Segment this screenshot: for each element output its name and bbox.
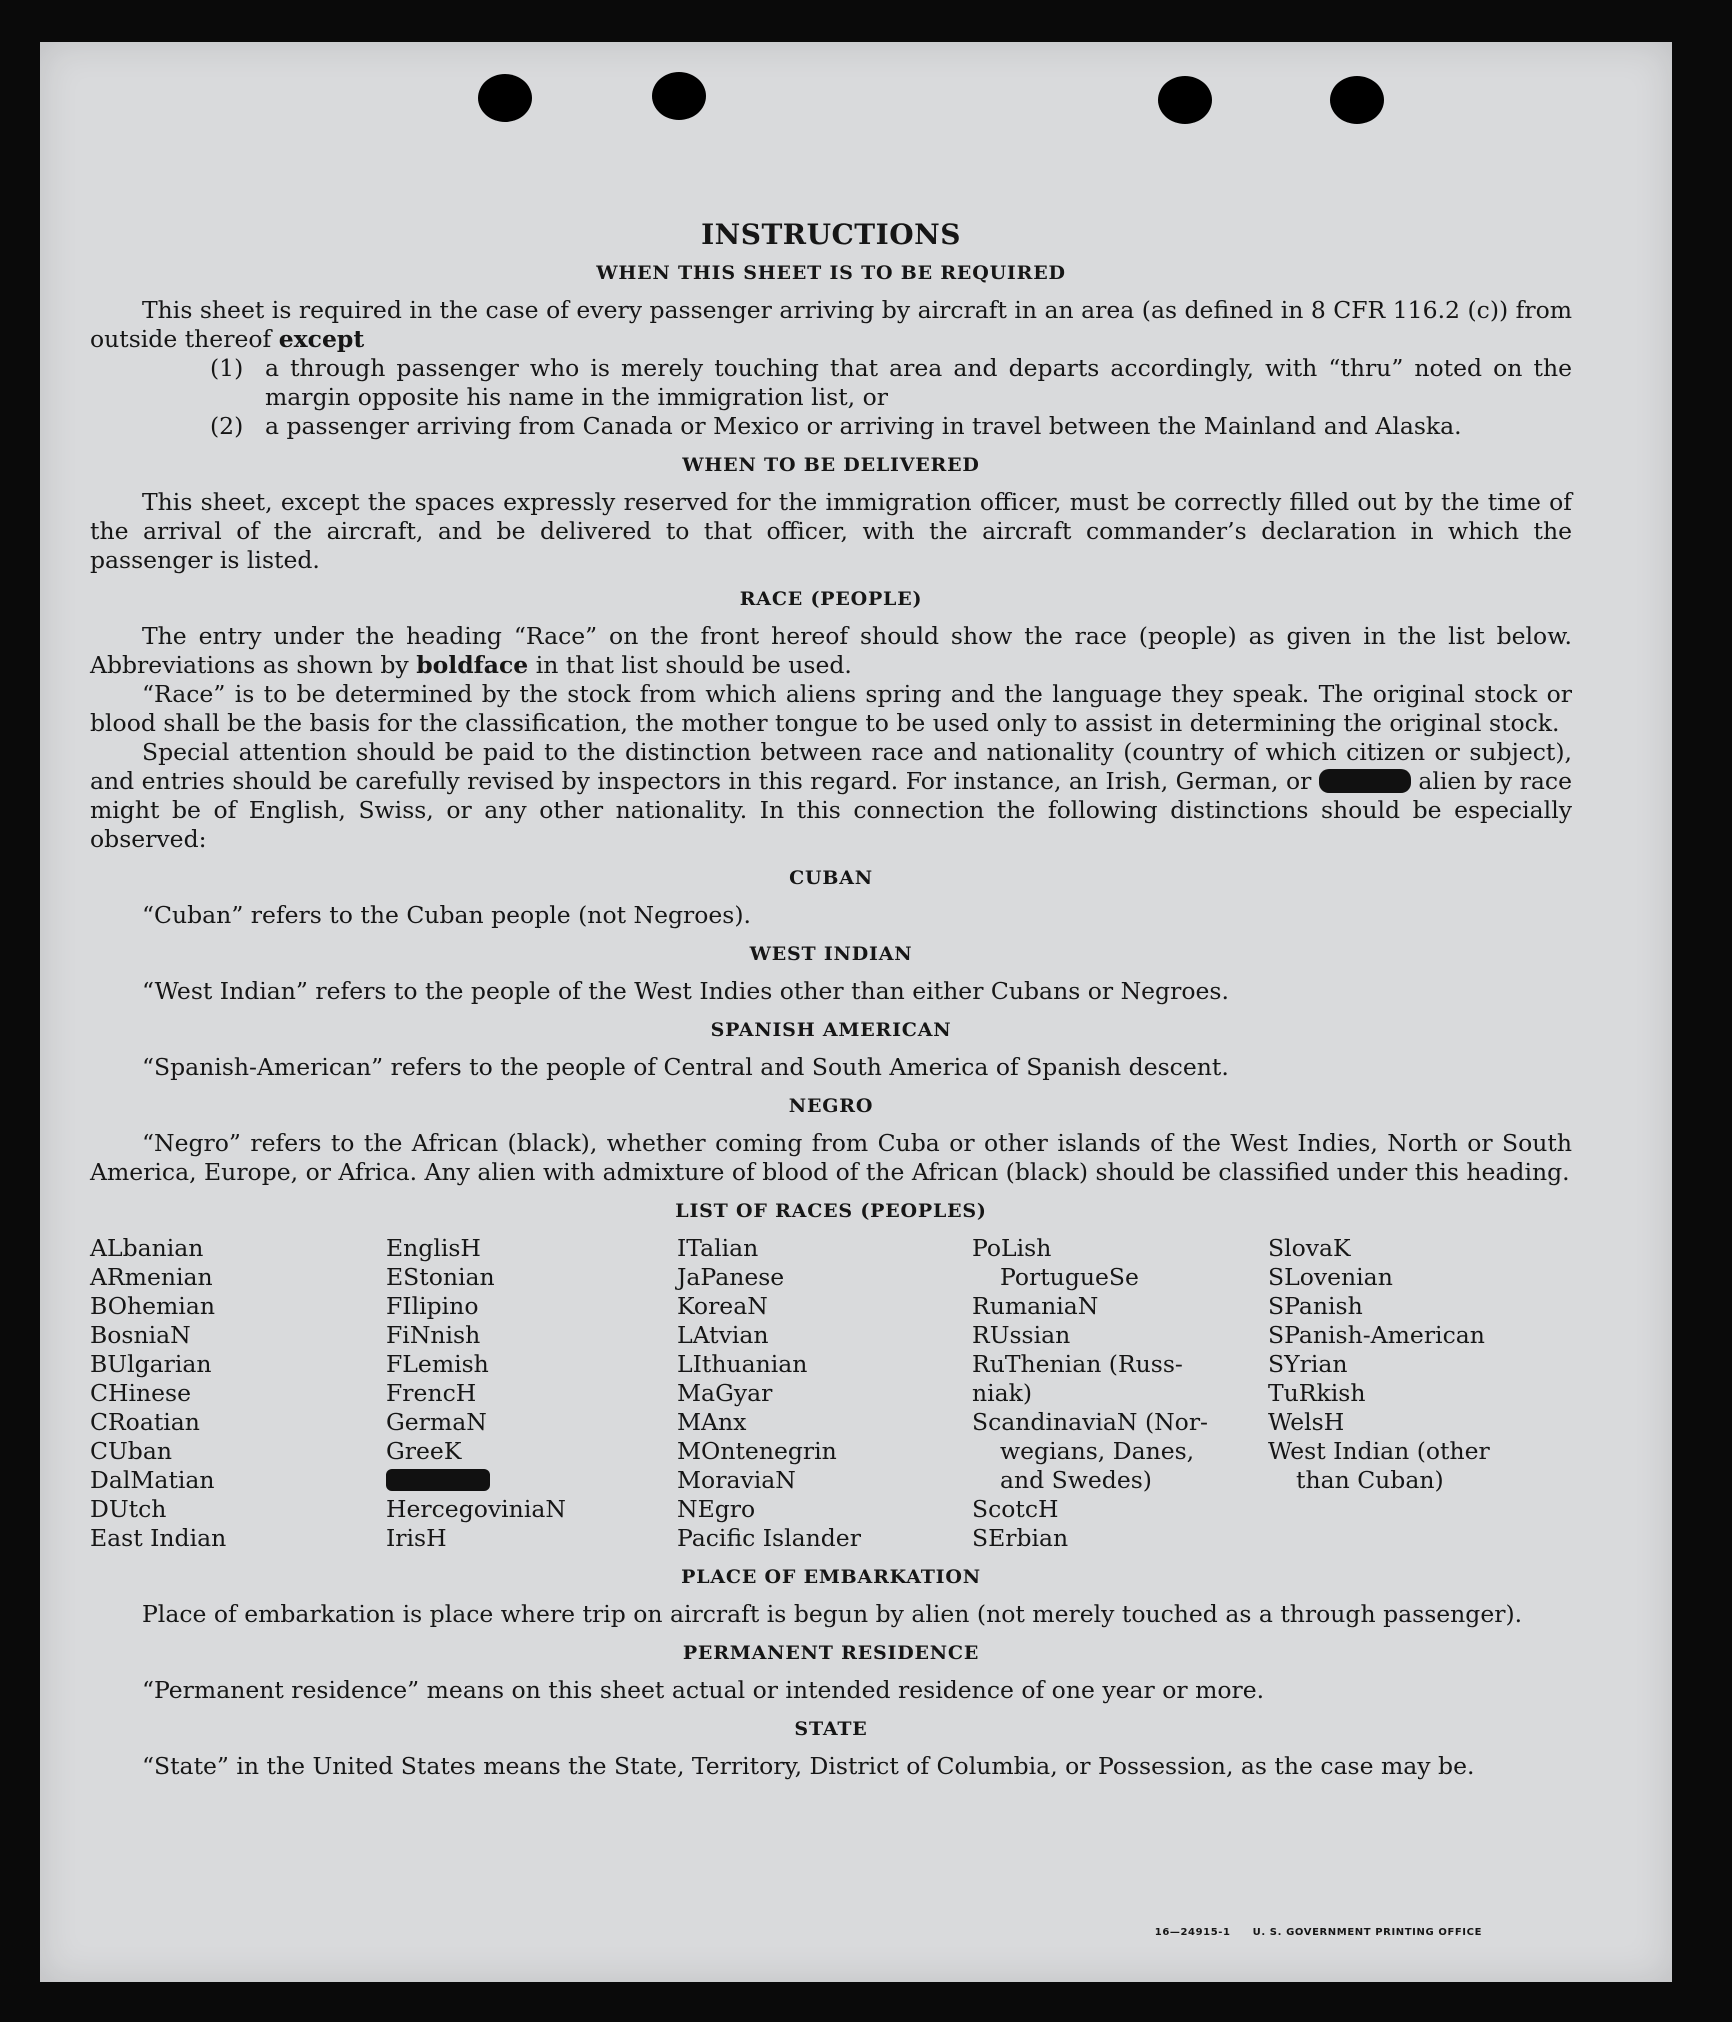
boldface-word: boldface	[416, 651, 529, 679]
race-entry: LIthuanian	[677, 1350, 808, 1378]
race-entry: TuRkish	[1268, 1379, 1366, 1407]
exception-item-1	[210, 354, 1572, 412]
race-entry: SlovaK	[1268, 1234, 1351, 1262]
race-entry: than Cuban)	[1296, 1466, 1444, 1494]
race-column-5	[1268, 1234, 1568, 1553]
race-entry: ARmenian	[90, 1263, 213, 1291]
race-entry: MoraviaN	[677, 1466, 796, 1494]
item-number: (1)	[210, 354, 244, 382]
race-entry: and Swedes)	[1000, 1466, 1152, 1494]
race-entry: BosniaN	[90, 1321, 191, 1349]
embarkation-text: Place of embarkation is place where trip on aircraft is begun by alien (not merely touched as a through passenger).	[142, 1600, 1523, 1628]
race-entry: PoLish	[972, 1234, 1052, 1262]
document-sheet	[40, 42, 1672, 1982]
race-entry: CRoatian	[90, 1408, 200, 1436]
spanish-american-text: “Spanish-American” refers to the people of Central and South America of Spanish descent.	[142, 1053, 1229, 1081]
section-heading-required: WHEN THIS SHEET IS TO BE REQUIRED	[596, 262, 1066, 284]
residence-text: “Permanent residence” means on this sheet actual or intended residence of one year or more.	[142, 1676, 1265, 1704]
race-list	[90, 1234, 1572, 1553]
race-entry: MaGyar	[677, 1379, 773, 1407]
punch-hole	[1158, 76, 1212, 124]
race-entry: PortugueSe	[1000, 1263, 1139, 1291]
race-entry: niak)	[972, 1379, 1033, 1407]
race-p1-text: The entry under the heading “Race” on the front hereof should show the race (people) as given in the list below. Abbreviations as shown by	[90, 622, 1572, 679]
race-entry: RumaniaN	[972, 1292, 1099, 1320]
race-entry: WelsH	[1268, 1408, 1345, 1436]
document-body	[90, 172, 1572, 1781]
race-entry: GermaN	[386, 1408, 487, 1436]
race-entry: DUtch	[90, 1495, 167, 1523]
race-entry: CUban	[90, 1437, 172, 1465]
race-column-1	[90, 1234, 386, 1553]
printer-name: U. S. GOVERNMENT PRINTING OFFICE	[1252, 1927, 1482, 1938]
race-entry: ITalian	[677, 1234, 759, 1262]
item-number: (2)	[210, 412, 244, 440]
race-column-3	[677, 1234, 972, 1553]
race-entry: FrencH	[386, 1379, 477, 1407]
redaction-mark	[1319, 769, 1411, 793]
race-entry: Pacific Islander	[677, 1524, 861, 1552]
section-heading-negro: NEGRO	[788, 1095, 874, 1117]
redaction-mark	[386, 1469, 490, 1491]
race-entry: KoreaN	[677, 1292, 768, 1320]
section-heading-race: RACE (PEOPLE)	[739, 588, 923, 610]
race-entry: IrisH	[386, 1524, 447, 1552]
race-entry	[386, 1466, 677, 1495]
race-entry: FLemish	[386, 1350, 489, 1378]
race-entry: BUlgarian	[90, 1350, 212, 1378]
delivered-text: This sheet, except the spaces expressly reserved for the immigration officer, must be correctly filled out by the time of the arrival of the aircraft, and be delivered to that officer, with the aircraft commander’s declaration in which the passenger is listed.	[90, 488, 1572, 574]
race-entry: East Indian	[90, 1524, 227, 1552]
page-title: INSTRUCTIONS	[701, 218, 961, 251]
section-heading-race-list: LIST OF RACES (PEOPLES)	[675, 1200, 987, 1222]
required-intro-text: This sheet is required in the case of every passenger arriving by aircraft in an area (as defined in 8 CFR 116.2 (c)) from outside thereof	[90, 296, 1572, 353]
section-heading-delivered: WHEN TO BE DELIVERED	[682, 454, 980, 476]
state-text: “State” in the United States means the State, Territory, District of Columbia, or Possession, as the case may be.	[142, 1752, 1475, 1780]
race-p3-text-end: alien by race might be of English, Swiss, or any other nationality. In this connection the following distinctions should be especially observed:	[90, 767, 1572, 853]
exception-item-2	[210, 412, 1572, 441]
section-heading-residence: PERMANENT RESIDENCE	[682, 1642, 980, 1664]
negro-text: “Negro” refers to the African (black), whether coming from Cuba or other islands of the West Indies, North or South America, Europe, or Africa. Any alien with admixture of blood of the African (black) should be classified under this heading.	[90, 1129, 1572, 1186]
race-entry: LAtvian	[677, 1321, 769, 1349]
race-entry: West Indian (other	[1268, 1437, 1490, 1465]
race-entry: SLovenian	[1268, 1263, 1393, 1291]
race-p1-text-end: in that list should be used.	[535, 651, 852, 679]
race-entry: NEgro	[677, 1495, 756, 1523]
race-paragraph-1	[90, 622, 1572, 680]
race-entry: SPanish	[1268, 1292, 1363, 1320]
race-paragraph-2: “Race” is to be determined by the stock from which aliens spring and the language they speak. The original stock or blood shall be the basis for the classification, the mother tongue to be used only to assist in determining the original stock.	[90, 680, 1572, 737]
section-heading-state: STATE	[794, 1718, 868, 1740]
section-heading-embarkation: PLACE OF EMBARKATION	[681, 1566, 981, 1588]
section-heading-spanish-american: SPANISH AMERICAN	[710, 1019, 952, 1041]
race-entry: MAnx	[677, 1408, 747, 1436]
item-text: a through passenger who is merely touching that area and departs accordingly, with “thru” noted on the margin opposite his name in the immigration list, or	[265, 354, 1572, 411]
required-intro	[90, 296, 1572, 354]
race-p3-text: Special attention should be paid to the distinction between race and nationality (country of which citizen or subject), and entries should be carefully revised by inspectors in this regard. For instance, an Irish, German, or	[90, 738, 1572, 795]
race-entry: ScotcH	[972, 1495, 1059, 1523]
printer-imprint	[1133, 1927, 1482, 1938]
punch-hole	[478, 74, 532, 122]
punch-hole	[1330, 76, 1384, 124]
race-column-2	[386, 1234, 677, 1553]
race-entry: BOhemian	[90, 1292, 215, 1320]
race-entry: EnglisH	[386, 1234, 481, 1262]
form-number: 16—24915-1	[1154, 1927, 1231, 1938]
race-paragraph-3	[90, 738, 1572, 854]
race-entry: RUssian	[972, 1321, 1071, 1349]
race-entry: FIlipino	[386, 1292, 479, 1320]
race-entry: GreeK	[386, 1437, 462, 1465]
race-entry: ScandinaviaN (Nor-	[972, 1408, 1208, 1436]
race-entry: EStonian	[386, 1263, 495, 1291]
race-entry: MOntenegrin	[677, 1437, 837, 1465]
race-entry: SPanish-American	[1268, 1321, 1485, 1349]
except-keyword: except	[278, 325, 365, 353]
west-indian-text: “West Indian” refers to the people of the West Indies other than either Cubans or Negroes.	[142, 977, 1229, 1005]
race-entry: RuThenian (Russ-	[972, 1350, 1183, 1378]
race-entry: FiNnish	[386, 1321, 481, 1349]
section-heading-west-indian: WEST INDIAN	[749, 943, 913, 965]
race-entry: JaPanese	[677, 1263, 785, 1291]
race-entry: wegians, Danes,	[1000, 1437, 1195, 1465]
item-text: a passenger arriving from Canada or Mexico or arriving in travel between the Mainland and Alaska.	[265, 412, 1462, 440]
race-column-4	[972, 1234, 1268, 1553]
section-heading-cuban: CUBAN	[789, 867, 873, 889]
race-entry: SErbian	[972, 1524, 1069, 1552]
cuban-text: “Cuban” refers to the Cuban people (not Negroes).	[142, 901, 752, 929]
race-entry: HercegoviniaN	[386, 1495, 566, 1523]
race-entry: DalMatian	[90, 1466, 215, 1494]
race-entry: ALbanian	[90, 1234, 204, 1262]
race-entry: SYrian	[1268, 1350, 1348, 1378]
race-entry: CHinese	[90, 1379, 191, 1407]
punch-hole	[652, 72, 706, 120]
